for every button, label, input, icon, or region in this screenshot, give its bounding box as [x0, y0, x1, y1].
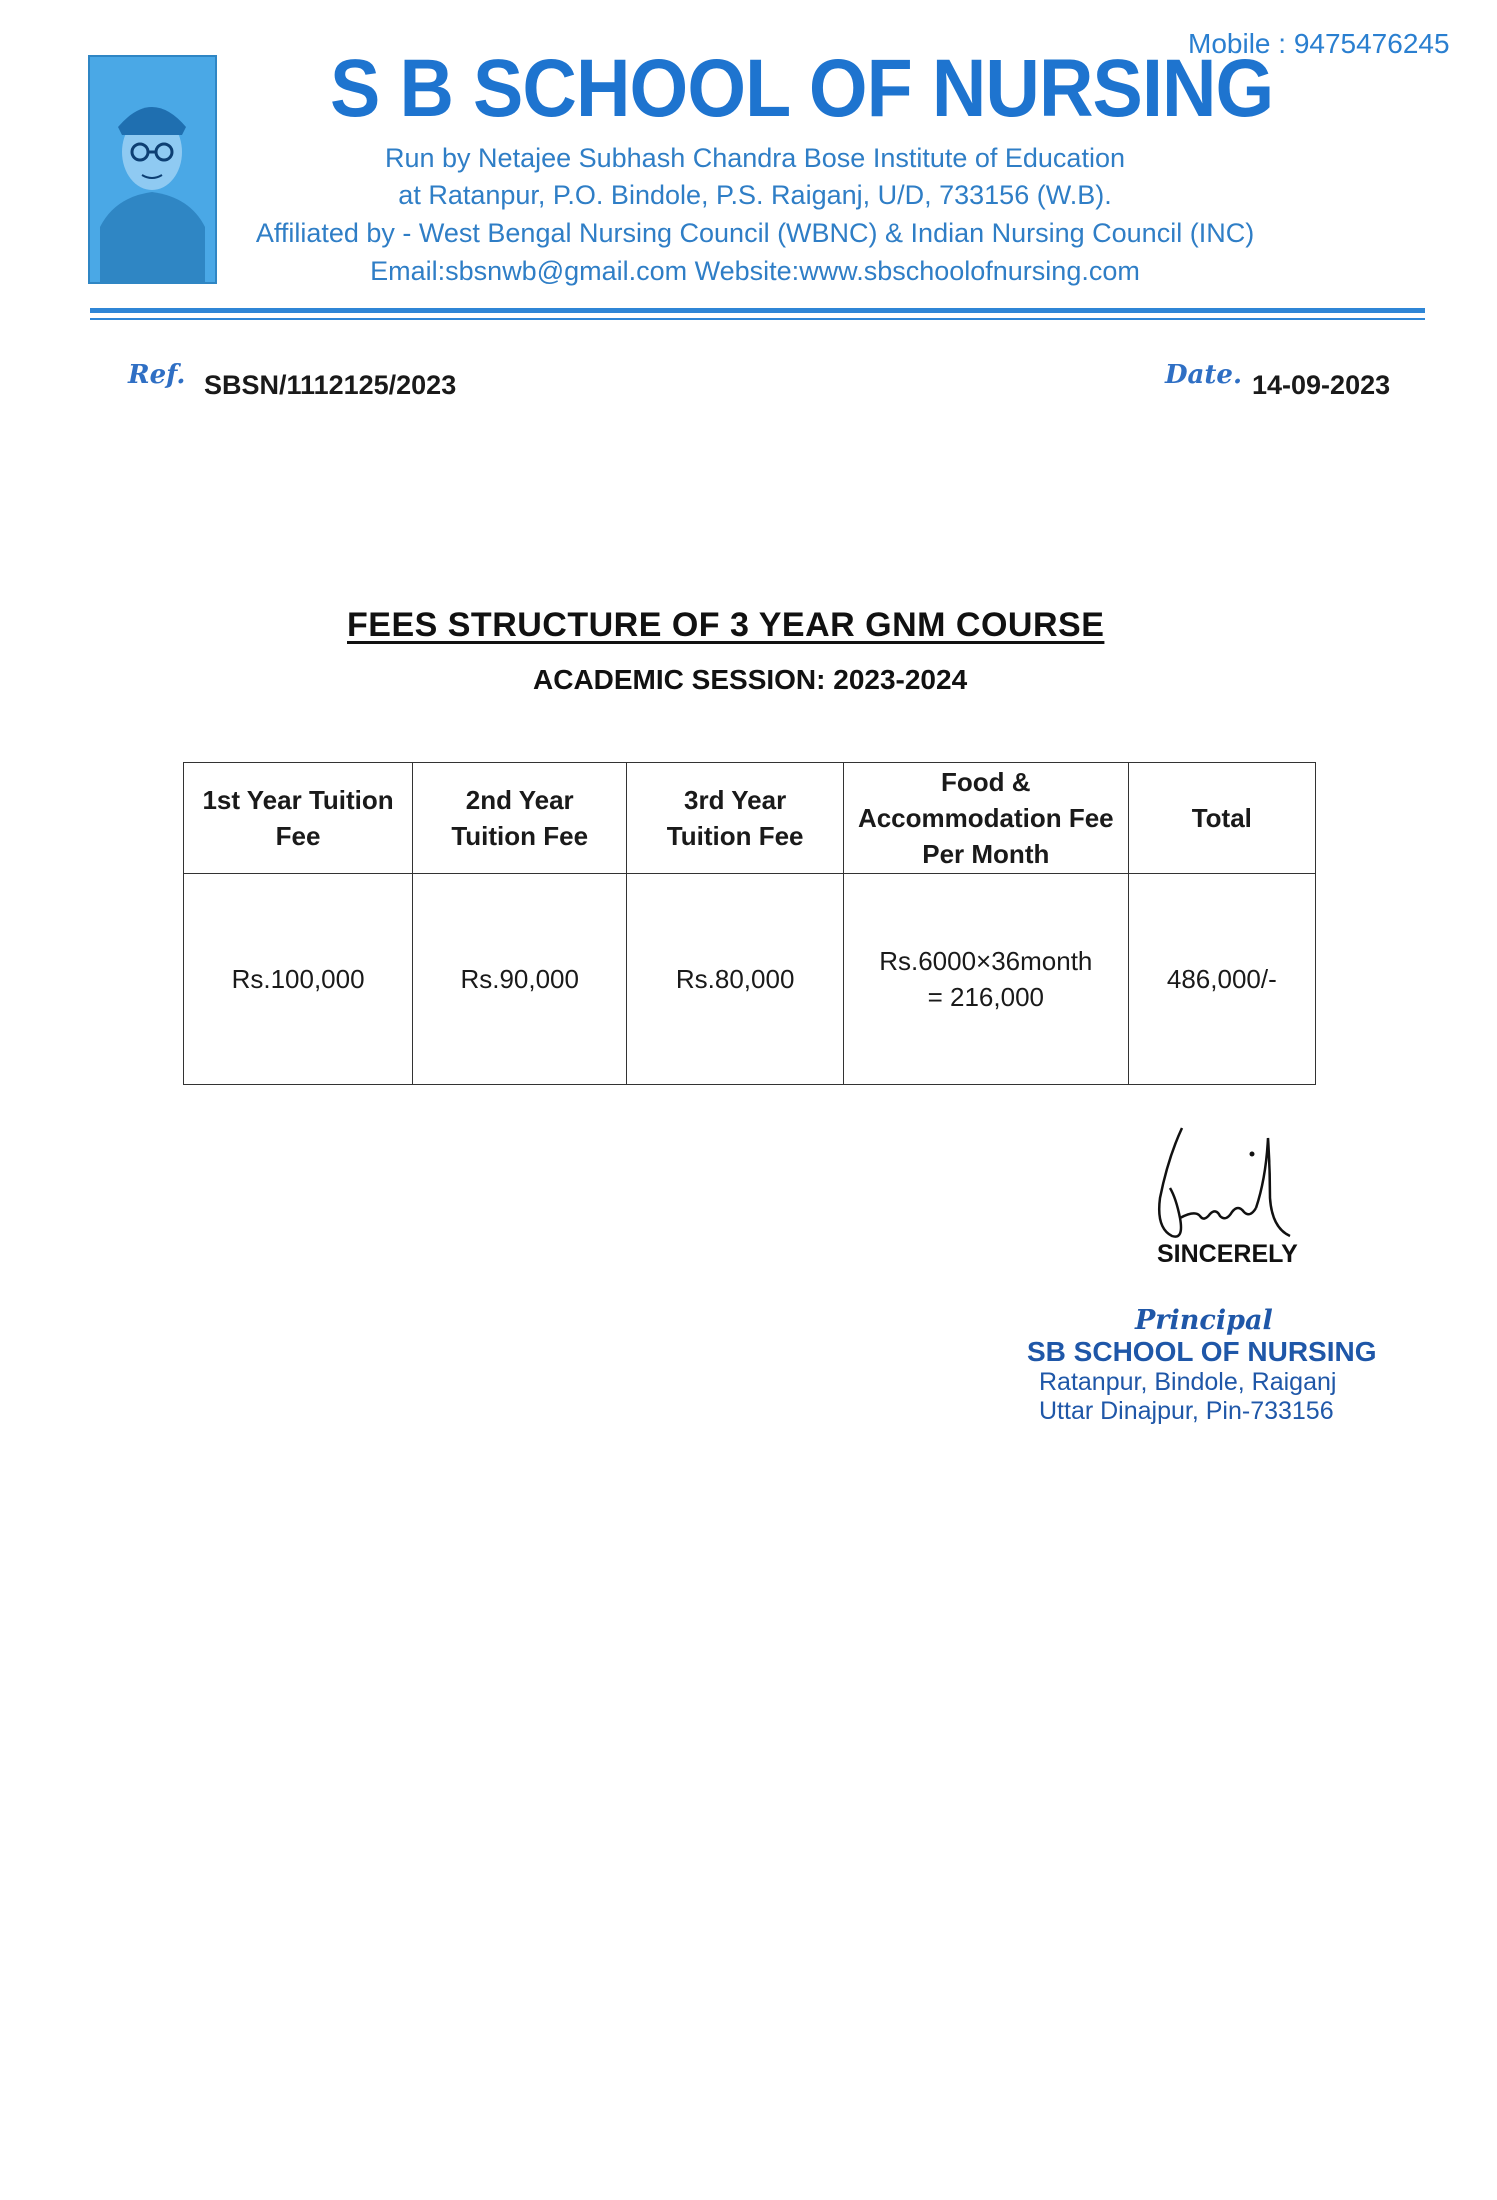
stamp-school-name: SB SCHOOL OF NURSING — [1027, 1336, 1377, 1367]
cell-total: 486,000/- — [1128, 874, 1315, 1085]
letterhead-divider-thin — [90, 318, 1425, 320]
cell-food-accommodation-fee: Rs.6000×36month = 216,000 — [843, 874, 1128, 1085]
table-header-row — [184, 763, 1316, 874]
cell-1st-year-fee: Rs.100,000 — [184, 874, 413, 1085]
header-2nd-year-tuition: 2nd Year Tuition Fee — [413, 763, 627, 874]
header-3rd-year-tuition: 3rd Year Tuition Fee — [627, 763, 844, 874]
contact-line: Email:sbsnwb@gmail.com Website:www.sbschoolofnursing.com — [370, 256, 1140, 286]
stamp-title: Principal — [1135, 1305, 1273, 1336]
letterhead-divider — [90, 308, 1425, 313]
sincerely-text: SINCERELY — [1157, 1240, 1298, 1268]
run-by-line: Run by Netajee Subhash Chandra Bose Institute of Education — [385, 143, 1125, 173]
stamp-address-line1: Ratanpur, Bindole, Raiganj — [1039, 1368, 1337, 1396]
academic-session: ACADEMIC SESSION: 2023-2024 — [533, 664, 968, 695]
stamp-address-line2: Uttar Dinajpur, Pin-733156 — [1039, 1397, 1334, 1425]
ref-number: SBSN/1112125/2023 — [204, 370, 457, 400]
mobile-number: Mobile : 9475476245 — [1188, 28, 1450, 59]
header-total: Total — [1128, 763, 1315, 874]
founder-portrait — [88, 55, 217, 284]
ref-label: Ref. — [128, 360, 186, 390]
cell-2nd-year-fee: Rs.90,000 — [413, 874, 627, 1085]
table-row — [184, 874, 1316, 1085]
affiliation-line: Affiliated by - West Bengal Nursing Council (WBNC) & Indian Nursing Council (INC) — [255, 218, 1255, 248]
principal-signature — [1140, 1118, 1310, 1258]
school-name: S B SCHOOL OF NURSING — [330, 43, 1274, 134]
header-food-accommodation: Food & Accommodation Fee Per Month — [843, 763, 1128, 874]
cell-3rd-year-fee: Rs.80,000 — [627, 874, 844, 1085]
header-1st-year-tuition: 1st Year Tuition Fee — [184, 763, 413, 874]
date-value: 14-09-2023 — [1252, 370, 1391, 400]
fees-table — [183, 762, 1316, 1085]
address-line: at Ratanpur, P.O. Bindole, P.S. Raiganj, U/D, 733156 (W.B). — [398, 180, 1112, 210]
date-label: Date. — [1165, 360, 1242, 390]
principal-stamp — [1000, 1305, 1400, 1426]
document-title: FEES STRUCTURE OF 3 YEAR GNM COURSE — [347, 606, 1105, 644]
